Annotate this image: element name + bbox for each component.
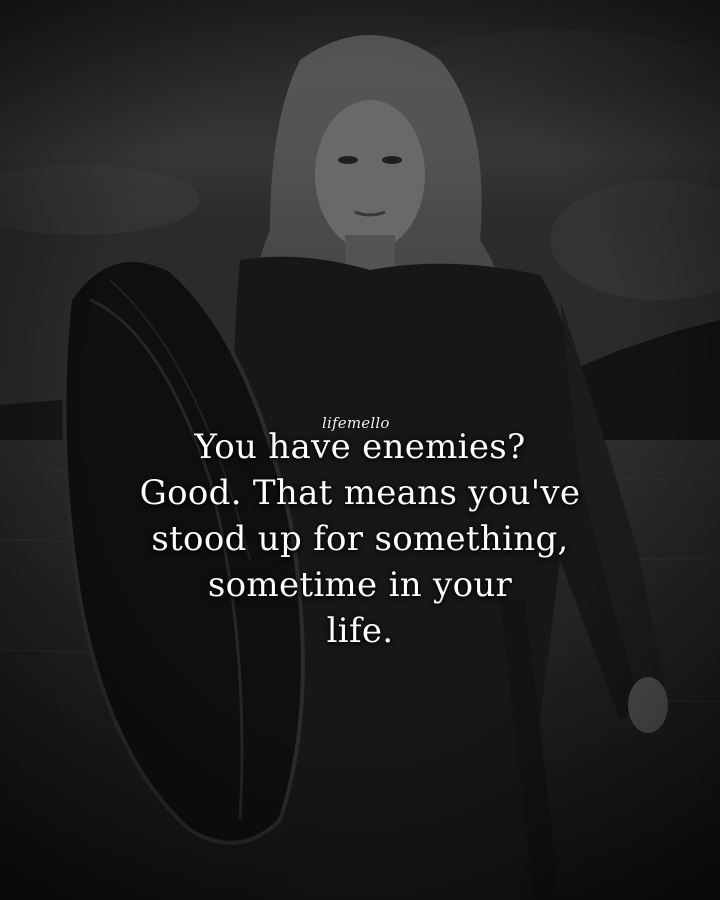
quote-line-2: Good. That means you've — [139, 473, 581, 513]
quote-line-4: sometime in your — [207, 565, 513, 605]
quote-text — [0, 424, 720, 654]
watermark: lifemello — [322, 414, 390, 432]
quote-line-1: You have enemies? — [194, 427, 526, 467]
quote-line-3: stood up for something, — [151, 519, 569, 559]
quote-line-5: life. — [326, 611, 394, 651]
